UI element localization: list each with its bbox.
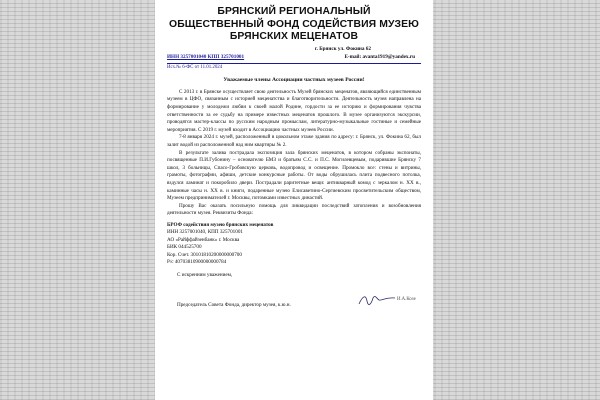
inn-kpp: ИНН 3257001040 КПП 325701001 [167,53,245,60]
handwritten-signature [357,293,397,307]
signatory-name: И.А.Козе [397,297,416,303]
letter-body [167,89,421,218]
requisites-line: ИНН 3257001040, КПП 325701001 [167,229,243,236]
outgoing-ref: Исх.№ 6-ФС от 11.01.2024 [167,64,223,70]
city-address: г. Брянск ул. Фокина 62 [314,45,371,52]
inn-email-row [167,54,421,64]
letterhead-line-2: ОБЩЕСТВЕННЫЙ ФОНД СОДЕЙСТВИЯ МУЗЕЮ [169,18,419,30]
email-address: E-mail: avanta1919@yandex.ru [344,53,415,60]
greeting: Уважаемые члены Ассоциации частных музеев России! [223,76,365,83]
bank-requisites [167,222,421,266]
closing-phrase: С искренним уважением, [177,272,233,279]
requisites-line: Р/с 40703810900000000784 [167,258,227,265]
signature-block [167,288,421,308]
letterhead-line-3: БРЯНСКИХ МЕЦЕНАТОВ [229,31,359,43]
address-row [167,46,421,54]
requisites-line: Кор. Счет. 30101810200000000700 [167,251,242,258]
requisites-line: БИК 044525700 [167,244,202,251]
paragraph-2: 7-8 января 2024 г. музей, расположенный в цокольном этаже здания по адресу: г. Брянск, ул. Фокина 62, был залит водой из расположенной над ним квартиры № 2. [167,134,421,148]
letterhead-title [167,6,421,44]
requisites-line: АО «Райффайзенбанк» г. Москва [167,236,240,243]
signatory-title: Председатель Совета Фонда, директор музея, к.ю.н. [177,302,291,309]
paragraph-4: Прошу Вас оказать посильную помощь для ликвидации последствий затопления и возобновления деятельности музея. Реквизиты Фонда: [167,202,421,217]
paragraph-1: С 2013 г. в Брянске осуществляет свою деятельность Музей брянских меценатов, являющийся единственным музеем в ЦФО, связанным с историей меценатства и благотворительности. Деятельность музея направлена на формирование у молодежи любви к своей малой Родине, гордости за ее историю и формирования чувства ответственности за ее судьбу на примере известных меценатов прошлого. В музее организуются экскурсии, проводятся мастер-классы по русским народным промыслам, литературно-музыкальные гостиные и семейные мероприятия. С 2019 г. музей входит в Ассоциацию частных музеев России. [167,88,421,133]
letterhead-line-1: БРЯНСКИЙ РЕГИОНАЛЬНЫЙ [217,6,371,17]
paragraph-3: В результате залива пострадала экспозиция зала брянских меценатов, в котором собраны экспонаты, посвященные П.И.Губонину – основателю БМЗ и братьям С.С. и П.С. Могилевцевым, подарившие Брянску 7 школ, 3 больницы, Спасо-Гробовскую церковь, водопровод и освещение. Промокло все: стены и витрины, грамоты, фотографии, афиши, детские конкурсные работы. От воды обрушилась плита подвесного потолка, вздулся ламинат и покоробило двери. Пострадали раритетные вещи: антикварный комод с зеркалом н. XX в., каминные часы н. XX в. и книги, подаренные музею Елисаветино-Сергиевским просветительским обществом, Музеем предпринимателей г. Москвы, потомками известных династий. [167,149,421,202]
requisites-org: БРОФ содействия музею брянских меценатов [167,221,274,228]
letter-page [155,0,433,400]
